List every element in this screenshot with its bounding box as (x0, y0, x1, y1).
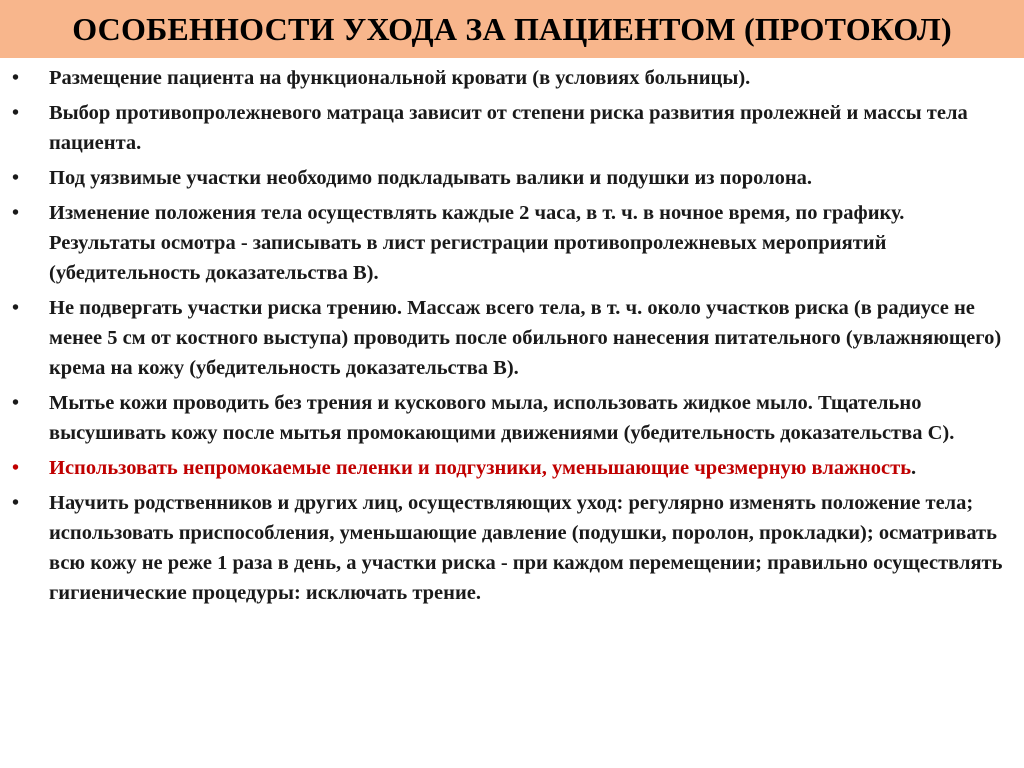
list-item-period: . (911, 457, 917, 479)
list-item-text: Не подвергать участки риска трению. Массаж всего тела, в т. ч. около участков риска (в радиусе не менее 5 см от костного выступа) проводить после обильного нанесения питательного (увлажняющего) крема на кожу (убедительность доказательства В). (49, 297, 1002, 379)
bullet-icon: • (12, 492, 20, 514)
bullet-icon: • (12, 297, 20, 319)
list-item (0, 293, 1024, 383)
list-item-text: Выбор противопролежневого матраца зависит от степени риска развития пролежней и массы тела пациента. (49, 102, 968, 154)
list-item-text: Научить родственников и других лиц, осуществляющих уход: регулярно изменять положение тела; использовать приспособления, уменьшающие давление (подушки, поролон, прокладки); осматривать всю кожу не реже 1 раза в день, а участки риска - при каждом перемещении; правильно осуществлять гигиенические процедуры: исключать трение. (49, 492, 1003, 604)
list-item-text: Изменение положения тела осуществлять каждые 2 часа, в т. ч. в ночное время, по графику. Результаты осмотра - записывать в лист регистрации противопролежневых мероприятий (убедительность доказательства В). (49, 202, 905, 284)
list-item-highlighted (0, 453, 1024, 483)
list-item-text: Размещение пациента на функциональной кровати (в условиях больницы). (49, 67, 751, 89)
bullet-icon: • (12, 457, 20, 479)
list-item (0, 163, 1024, 193)
slide-title: ОСОБЕННОСТИ УХОДА ЗА ПАЦИЕНТОМ (ПРОТОКОЛ) (72, 10, 952, 47)
list-item-text: Использовать непромокаемые пеленки и подгузники, уменьшающие чрезмерную влажность (49, 457, 912, 479)
bullet-icon: • (12, 102, 20, 124)
list-item-text: Мытье кожи проводить без трения и кускового мыла, использовать жидкое мыло. Тщательно высушивать кожу после мытья промокающими движениями (убедительность доказательства С). (49, 392, 955, 444)
bullet-icon: • (12, 202, 20, 224)
list-item (0, 198, 1024, 288)
list-item (0, 488, 1024, 608)
list-item (0, 98, 1024, 158)
list-item-text: Под уязвимые участки необходимо подкладывать валики и подушки из поролона. (49, 167, 813, 189)
list-item (0, 388, 1024, 448)
list-item (0, 63, 1024, 93)
bullet-list (0, 63, 1024, 613)
bullet-icon: • (12, 67, 20, 89)
bullet-icon: • (12, 167, 20, 189)
title-bar (0, 0, 1024, 58)
bullet-icon: • (12, 392, 20, 414)
